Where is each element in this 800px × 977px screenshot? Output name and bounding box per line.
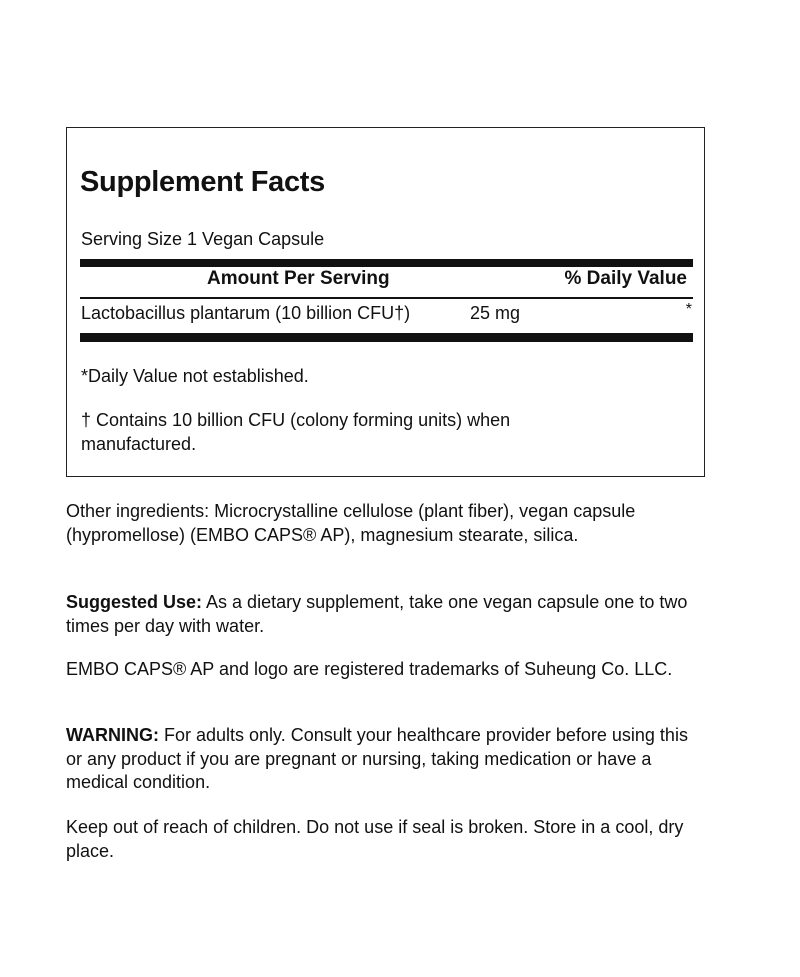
thick-divider-top <box>80 259 693 267</box>
nutrient-name: Lactobacillus plantarum (10 billion CFU†) <box>81 303 411 323</box>
serving-size: Serving Size 1 Vegan Capsule <box>81 229 325 249</box>
cfu-footnote: † Contains 10 billion CFU (colony forming units) when manufactured. <box>81 410 511 454</box>
supplement-facts-title: Supplement Facts <box>80 166 325 198</box>
amount-per-serving-header: Amount Per Serving <box>207 268 390 289</box>
thin-divider <box>80 297 693 299</box>
thick-divider-bottom <box>80 333 693 342</box>
suggested-use <box>66 591 706 638</box>
warning-label: WARNING: <box>66 725 159 745</box>
daily-value-header: % Daily Value <box>564 268 687 289</box>
nutrient-amount: 25 mg <box>470 303 521 323</box>
warning-text: For adults only. Consult your healthcare provider before using this or any product if you are pregnant or nursing, taking medication or have a medical condition. <box>66 725 688 792</box>
other-ingredients: Other ingredients: Microcrystalline cellulose (plant fiber), vegan capsule (hypromellose) (EMBO CAPS® AP), magnesium stearate, silica. <box>66 501 636 545</box>
daily-value-footnote: *Daily Value not established. <box>81 366 309 386</box>
storage-instructions: Keep out of reach of children. Do not use if seal is broken. Store in a cool, dry place. <box>66 817 684 861</box>
suggested-use-label: Suggested Use: <box>66 592 203 612</box>
nutrient-daily-value: * <box>685 301 692 318</box>
suggested-use-text: As a dietary supplement, take one vegan capsule one to two times per day with water. <box>66 592 688 636</box>
warning <box>66 724 706 795</box>
trademark-notice: EMBO CAPS® AP and logo are registered trademarks of Suheung Co. LLC. <box>66 659 673 679</box>
